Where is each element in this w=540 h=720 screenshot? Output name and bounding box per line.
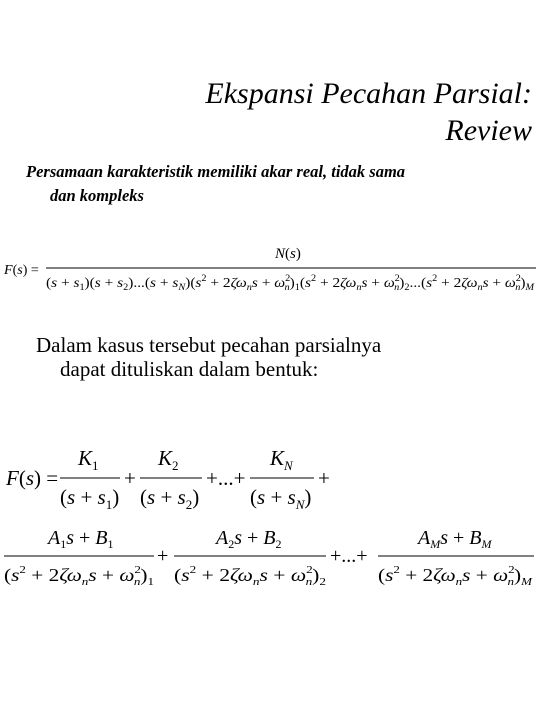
eq2-term-am <box>378 527 534 588</box>
eq2-plus: + <box>157 545 169 567</box>
eq1-denominator: $(s + s_1)(s + s_2)$...( $s + s_N)(s^2 + 2$ ζω $_ns + \omega^2$ $n)_1(s^2 + 2$ ζω $_ns + \omega^2$ $n)_2$...( $s^2 + 2$ ζω $_ns + \omega^2$ $n)_M$ <box>46 273 533 292</box>
paragraph-line-1: Dalam kasus tersebut pecahan parsialnya <box>36 333 382 357</box>
svg-text:(s2 + 2ζωns + ω2n)M: ($s^2 + 2$ ζω $_n$s + ω $^2$ $n)_M$ <box>378 564 531 588</box>
svg-text:K1: $K_1$ <box>78 446 99 473</box>
subtitle-line-2: dan kompleks <box>50 186 144 205</box>
svg-text:(s + s1): $(s + s_1)$ <box>60 485 120 512</box>
svg-text:AMs + BM: $A_Ms + B_M$ <box>418 527 492 551</box>
eq2-ellipsis: +...+ <box>330 545 368 567</box>
eq2-term-k2 <box>140 446 202 512</box>
svg-text:(s + sN): $(s + s_N)$ <box>250 485 312 512</box>
eq2-term-a1 <box>4 527 154 588</box>
equation-characteristic <box>0 238 540 308</box>
eq2-term-kn <box>250 446 314 512</box>
eq1-lhs: F(s) = <box>4 263 39 278</box>
svg-text:(s2 + 2ζωns + ω2n)2: ($s^2 + 2$ ζω $_n$s + ω $^2$ $n)_2$ <box>174 564 325 588</box>
eq2-ellipsis: +...+ <box>206 466 246 490</box>
svg-text:K2: $K_2$ <box>158 446 179 473</box>
eq2-lhs: F(s) = <box>6 466 59 490</box>
svg-text:(s2 + 2ζωns + ω2n)1: ($s^2 + 2$ ζω $_n$s + ω $^2$ $n)_1$ <box>4 564 153 588</box>
svg-text:A1s + B1: $A_1s + B_1$ <box>48 527 114 551</box>
slide-title-line-2: Review <box>445 114 532 147</box>
svg-text:A2s + B2: $A_2s + B_2$ <box>216 527 282 551</box>
subtitle-line-1: Persamaan karakteristik memiliki akar real, tidak sama <box>26 162 406 181</box>
eq2-plus: + <box>318 466 330 490</box>
subtitle <box>26 160 506 208</box>
eq2-term-k1 <box>60 446 120 512</box>
body-paragraph <box>36 333 516 381</box>
eq1-numerator: N(s) <box>275 246 301 262</box>
slide-title-line-1: Ekspansi Pecahan Parsial: <box>205 77 532 110</box>
svg-text:KN: $K_N$ <box>270 446 293 473</box>
equation-partial-fractions <box>0 440 540 600</box>
svg-text:(s + s2): $(s + s_2)$ <box>140 485 200 512</box>
eq2-plus: + <box>124 466 136 490</box>
eq2-term-a2 <box>174 527 326 588</box>
paragraph-line-2: dapat dituliskan dalam bentuk: <box>60 357 319 381</box>
